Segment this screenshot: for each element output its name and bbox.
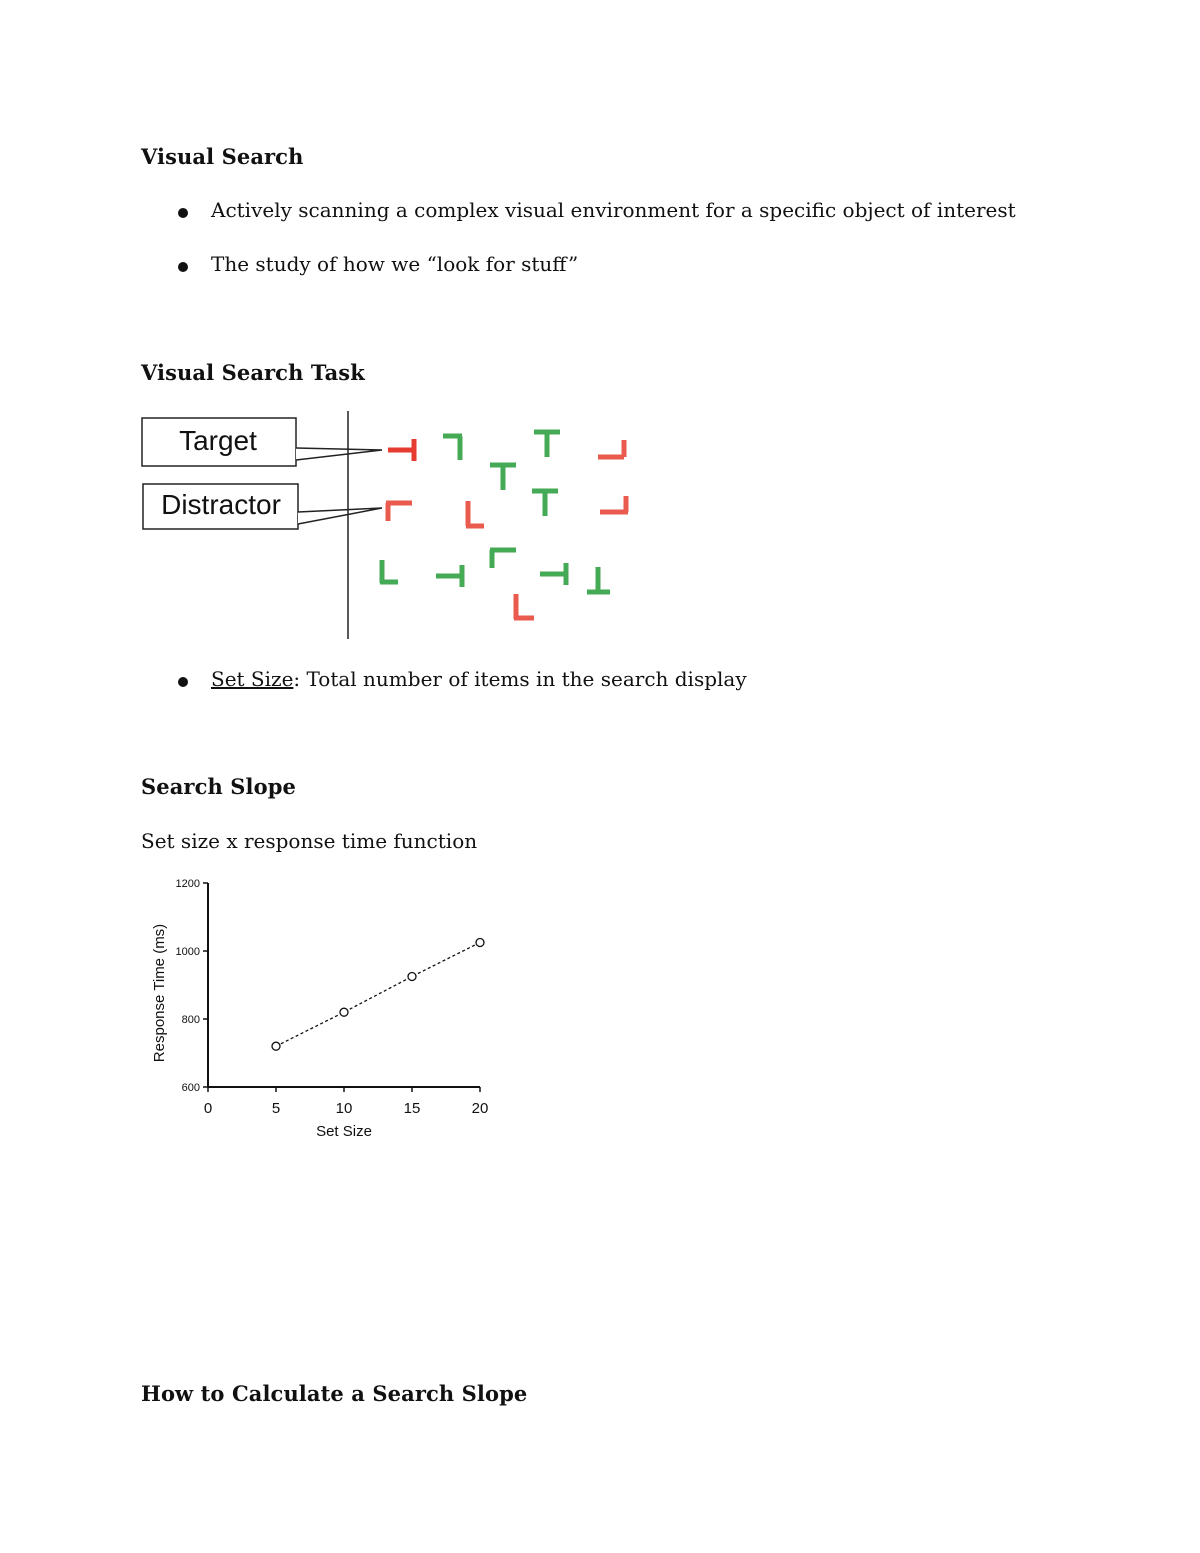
data-point	[476, 939, 484, 947]
distractor-item	[514, 594, 534, 619]
bullet-icon	[178, 262, 188, 272]
distractor-item	[490, 550, 516, 568]
bullet-icon	[178, 208, 188, 218]
distractor-item	[466, 501, 484, 526]
bullet-text: Actively scanning a complex visual environment for a specific object of interest	[211, 198, 1016, 222]
series-line	[276, 943, 480, 1047]
heading-calculate-slope: How to Calculate a Search Slope	[141, 1381, 528, 1406]
set-size-term: Set Size	[211, 667, 294, 691]
set-size-definition	[211, 667, 747, 691]
x-tick-label: 20	[471, 1100, 489, 1117]
distractor-item	[436, 565, 462, 587]
heading-visual-search: Visual Search	[141, 144, 304, 169]
distractor-item	[386, 503, 412, 521]
data-point	[408, 973, 416, 981]
set-size-def: : Total number of items in the search display	[293, 667, 747, 691]
x-tick-label: 5	[271, 1100, 281, 1117]
bullet-text: The study of how we “look for stuff”	[211, 252, 579, 276]
distractor-item	[490, 465, 516, 490]
target-callout	[142, 418, 382, 466]
search-slope-subtitle: Set size x response time function	[141, 829, 478, 853]
target-label: Target	[179, 425, 257, 456]
distractor-item	[534, 432, 560, 457]
data-point	[272, 1042, 280, 1050]
distractor-item	[532, 491, 558, 516]
distractor-item	[598, 440, 624, 457]
heading-search-slope: Search Slope	[141, 774, 296, 799]
y-tick-label: 1000	[175, 946, 200, 958]
heading-visual-search-task: Visual Search Task	[141, 360, 365, 385]
bullet-icon	[178, 677, 188, 687]
distractor-callout	[143, 484, 382, 529]
data-point	[340, 1008, 348, 1016]
distractor-item	[443, 436, 462, 460]
x-tick-label: 0	[203, 1100, 213, 1117]
x-tick-label: 15	[403, 1100, 421, 1117]
distractor-label: Distractor	[161, 489, 281, 520]
y-axis-label: Response Time (ms)	[151, 923, 168, 1063]
x-tick-label: 10	[335, 1100, 353, 1117]
distractor-item	[540, 563, 566, 585]
target-item	[388, 439, 414, 461]
x-axis-label: Set Size	[316, 1123, 372, 1140]
y-tick-label: 800	[181, 1014, 200, 1026]
distractor-item	[587, 567, 610, 592]
search-slope-chart	[140, 870, 510, 1150]
search-display-figure	[138, 408, 638, 643]
distractor-item	[600, 496, 628, 512]
y-tick-label: 600	[181, 1082, 200, 1094]
y-tick-label: 1200	[175, 878, 200, 890]
distractor-item	[380, 560, 398, 583]
